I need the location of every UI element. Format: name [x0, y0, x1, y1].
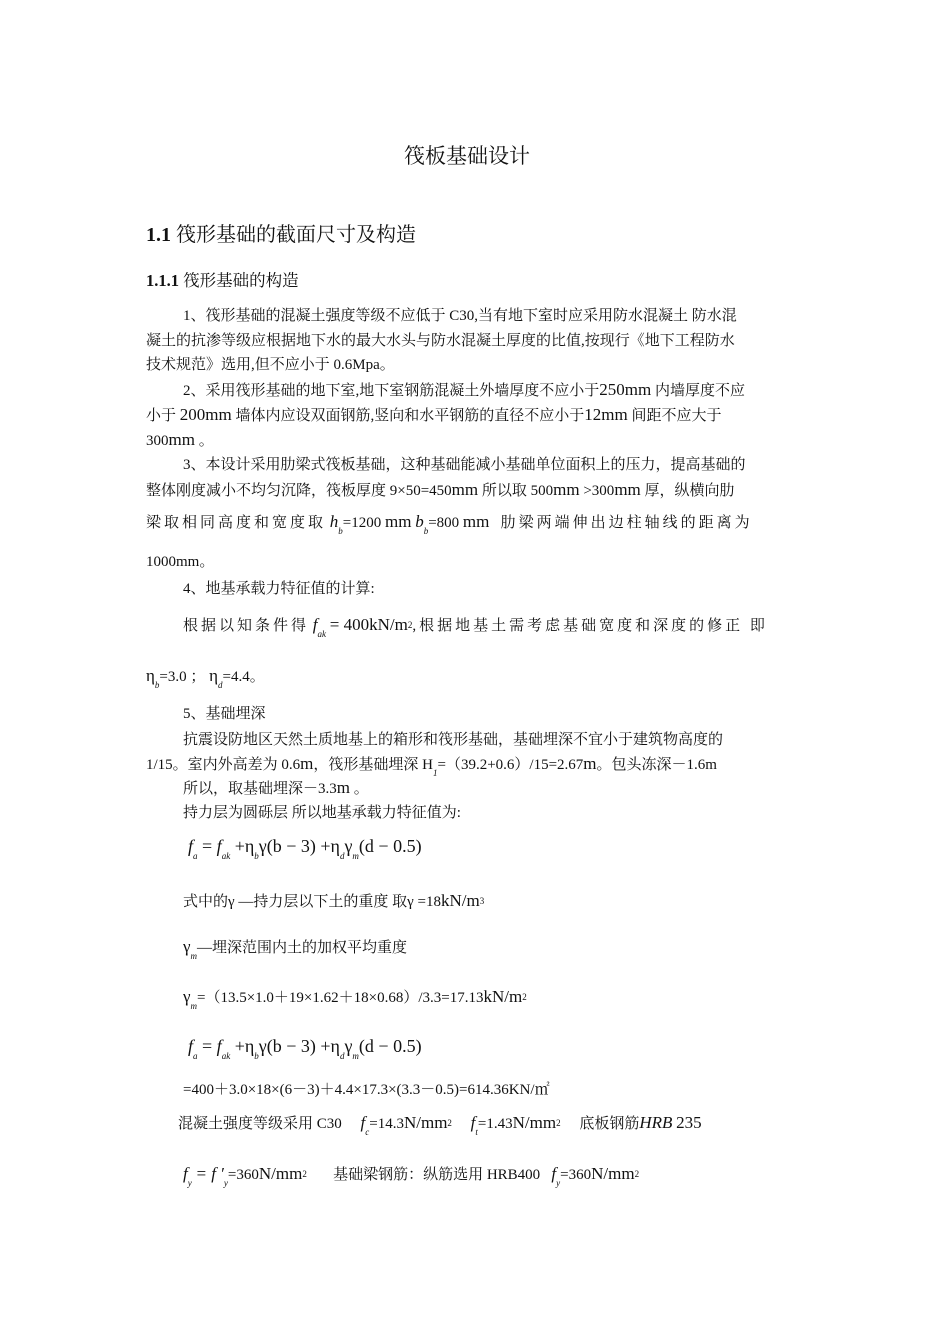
page-title: 筏板基础设计: [404, 144, 530, 168]
text: >300: [583, 483, 615, 499]
text: 肋梁两端伸出边柱轴线的距离为: [500, 515, 753, 531]
symbol-f: f: [188, 836, 194, 856]
bearing-capacity-formula-2: [188, 1036, 422, 1059]
text: 小于: [146, 408, 177, 424]
paragraph-3-line-4: 1000mm。: [146, 554, 215, 570]
text: =（39.2+0.6）/15=2.67: [437, 757, 584, 773]
term: (d − 0.5): [358, 1036, 422, 1056]
value: =360: [227, 1167, 259, 1183]
text: 墙体内应设双面钢筋,竖向和水平钢筋的直径不应小于: [235, 408, 585, 424]
text: 基础梁钢筋：纵筋选用 HRB400: [333, 1167, 541, 1183]
unit: m: [300, 754, 314, 773]
text: 式中的γ —持力层以下土的重度 取γ =18: [183, 894, 441, 910]
value: =14.3: [369, 1116, 404, 1132]
text: =（13.5×1.0＋19×1.62＋18×0.68）/3.3=17.13: [197, 990, 484, 1006]
exponent: 2: [634, 1169, 640, 1179]
subscript: b: [423, 526, 429, 536]
paragraph-4-line-3: [146, 666, 265, 688]
steel-strength-line: [183, 1164, 639, 1186]
result-line: =400＋3.0×18×(6－3)＋4.4×17.3×(3.3－0.5)=614.36KN/㎡: [183, 1082, 550, 1098]
symbol-f: f: [312, 615, 318, 634]
paragraph-1-line-2: 凝土的抗渗等级应根据地下水的最大水头与防水混凝土厚度的比值,按现行《地下工程防水: [146, 333, 735, 349]
paragraph-2-line-1: [183, 380, 745, 401]
symbol-h: h: [329, 512, 339, 531]
text: HRB: [639, 1113, 673, 1132]
text: 。: [198, 433, 214, 449]
symbol-f: f: [188, 1036, 194, 1056]
subscript: t: [475, 1127, 478, 1137]
text: ,根据地基土需考虑基础宽度和深度的修正 即: [412, 618, 768, 634]
paragraph-3-line-2: [146, 480, 735, 501]
text: 。: [353, 781, 369, 797]
unit: N/mm: [591, 1164, 635, 1183]
paragraph-4-line-1: 4、地基承载力特征值的计算:: [183, 581, 375, 597]
unit: kN/m: [483, 987, 523, 1006]
paragraph-5-line-1: 抗震设防地区天然土质地基上的箱形和筏形基础，基础埋深不宜小于建筑物高度的: [183, 732, 724, 748]
subscript: d: [339, 851, 345, 861]
text: 内墙厚度不应: [654, 383, 745, 399]
subscript: b: [254, 851, 259, 861]
value: =4.4。: [222, 669, 265, 685]
symbol-gamma: γ: [258, 836, 267, 856]
exponent: 2: [522, 992, 527, 1002]
symbol-b: b: [415, 512, 424, 531]
value: 12mm: [584, 405, 628, 424]
subscript: ak: [221, 851, 231, 861]
symbol-gamma: γ: [183, 987, 191, 1006]
symbol-f: f: [470, 1113, 476, 1132]
value: 200mm: [179, 405, 232, 424]
unit: N/mm: [258, 1164, 303, 1183]
gamma-m-value: [183, 987, 527, 1009]
text: 混凝土强度等级采用 C30: [178, 1116, 342, 1132]
symbol-f: f: [216, 836, 222, 856]
text: 根据以知条件得: [183, 618, 310, 634]
text: 1/15。室内外高差为 0.6: [146, 757, 301, 773]
subsection-title: 筏形基础的构造: [183, 271, 299, 290]
symbol-f: f: [216, 1036, 222, 1056]
term: (d − 0.5): [358, 836, 422, 856]
paragraph-5-heading: 5、基础埋深: [183, 706, 266, 722]
symbol-f-prime: = f ′: [195, 1164, 224, 1183]
subscript: d: [339, 1051, 345, 1061]
unit: mm: [451, 480, 479, 499]
subscript: a: [193, 1051, 198, 1061]
text: 整体刚度减小不均匀沉降，筏板厚度 9×50=450: [146, 483, 452, 499]
text: 底板钢筋: [579, 1116, 640, 1132]
concrete-strength-line: [178, 1113, 702, 1135]
subscript: b: [154, 680, 160, 690]
text: 间距不应大于: [631, 408, 722, 424]
value: = 400kN/m: [329, 615, 408, 634]
subscript: y: [223, 1178, 228, 1188]
value: 235: [676, 1113, 702, 1132]
subsection-number: 1.1.1: [146, 271, 179, 290]
operator: =: [202, 1036, 217, 1056]
text: —埋深范围内土的加权平均重度: [197, 940, 408, 956]
gamma-m-description: [183, 937, 407, 959]
unit: mm: [614, 480, 641, 499]
subscript: m: [190, 1001, 198, 1011]
unit: N/mm: [512, 1113, 557, 1132]
symbol-gamma: γ: [344, 836, 353, 856]
symbol-gamma: γ: [183, 937, 191, 956]
subscript: ak: [221, 1051, 231, 1061]
subscript: ak: [317, 629, 326, 639]
value: =1.43: [477, 1116, 513, 1132]
paragraph-4-line-2: [183, 615, 768, 637]
subscript: a: [193, 851, 198, 861]
gamma-description: [183, 891, 484, 913]
paragraph-2-line-2: [146, 405, 721, 426]
exponent: 2: [447, 1118, 452, 1128]
unit: mm: [384, 512, 412, 531]
text: 梁取相同高度和宽度取: [146, 515, 327, 531]
symbol-eta: η: [146, 666, 155, 685]
text: ，筏形基础埋深 H: [313, 757, 433, 773]
value: 300: [146, 433, 169, 449]
symbol-eta: η: [209, 666, 218, 685]
unit: kN/m: [440, 891, 480, 910]
subscript: y: [556, 1178, 561, 1188]
symbol-gamma: γ: [344, 1036, 353, 1056]
unit: m: [336, 778, 350, 797]
value: =1200: [342, 515, 382, 531]
subscript: b: [254, 1051, 259, 1061]
paragraph-3-line-1: 3、本设计采用肋梁式筏板基础，这种基础能减小基础单位面积上的压力，提高基础的: [183, 457, 746, 473]
term: (b − 3) +η: [266, 836, 340, 856]
paragraph-5-line-2: [146, 754, 717, 776]
exponent: 2: [302, 1169, 307, 1179]
section-heading-1-1-1: [146, 271, 299, 291]
exponent: 3: [479, 896, 485, 906]
bearing-capacity-formula: [188, 836, 422, 859]
text: 所以，取基础埋深－3.3: [183, 781, 337, 797]
paragraph-2-line-3: [146, 430, 214, 451]
section-title: 筏形基础的截面尺寸及构造: [176, 224, 416, 246]
symbol-f: f: [183, 1164, 188, 1183]
text: 所以取 500: [481, 483, 554, 499]
text: 。包头冻深－1.6m: [596, 757, 717, 773]
section-heading-1-1: [146, 225, 416, 245]
paragraph-5-line-3: [183, 778, 369, 799]
value: 250mm: [599, 380, 652, 399]
symbol-gamma: γ: [258, 1036, 267, 1056]
subscript: d: [218, 680, 223, 690]
value: =360: [560, 1167, 592, 1183]
unit: mm: [168, 430, 195, 449]
text: 厚，纵横向肋: [644, 483, 735, 499]
paragraph-5-line-4: 持力层为圆砾层 所以地基承载力特征值为:: [183, 805, 461, 821]
paragraph-3-line-3: [146, 512, 753, 534]
paragraph-1-line-3: 技术规范》选用,但不应小于 0.6Mpa。: [146, 357, 395, 373]
subscript: m: [190, 951, 198, 961]
subscript: 1: [433, 768, 438, 778]
section-number: 1.1: [146, 224, 171, 246]
subscript: m: [352, 1051, 359, 1061]
term: (b − 3) +η: [266, 1036, 340, 1056]
subscript: y: [187, 1178, 192, 1188]
paragraph-1-line-1: 1、筏形基础的混凝土强度等级不应低于 C30,当有地下室时应采用防水混凝土 防水混: [183, 308, 737, 324]
unit: mm: [462, 512, 490, 531]
unit: m: [583, 754, 597, 773]
operator: +η: [234, 836, 255, 856]
subscript: c: [365, 1127, 370, 1137]
text: 2、采用筏形基础的地下室,地下室钢筋混凝土外墙厚度不应小于: [183, 383, 600, 399]
operator: =: [202, 836, 217, 856]
symbol-f: f: [360, 1113, 366, 1132]
subscript: m: [352, 851, 359, 861]
value: =800: [428, 515, 460, 531]
operator: +η: [234, 1036, 255, 1056]
exponent: 2: [556, 1118, 561, 1128]
symbol-f: f: [551, 1164, 557, 1183]
unit: N/mm: [403, 1113, 448, 1132]
unit: mm: [553, 480, 580, 499]
exponent: 2: [407, 620, 413, 630]
subscript: b: [338, 526, 343, 536]
value: =3.0 ；: [159, 669, 206, 685]
